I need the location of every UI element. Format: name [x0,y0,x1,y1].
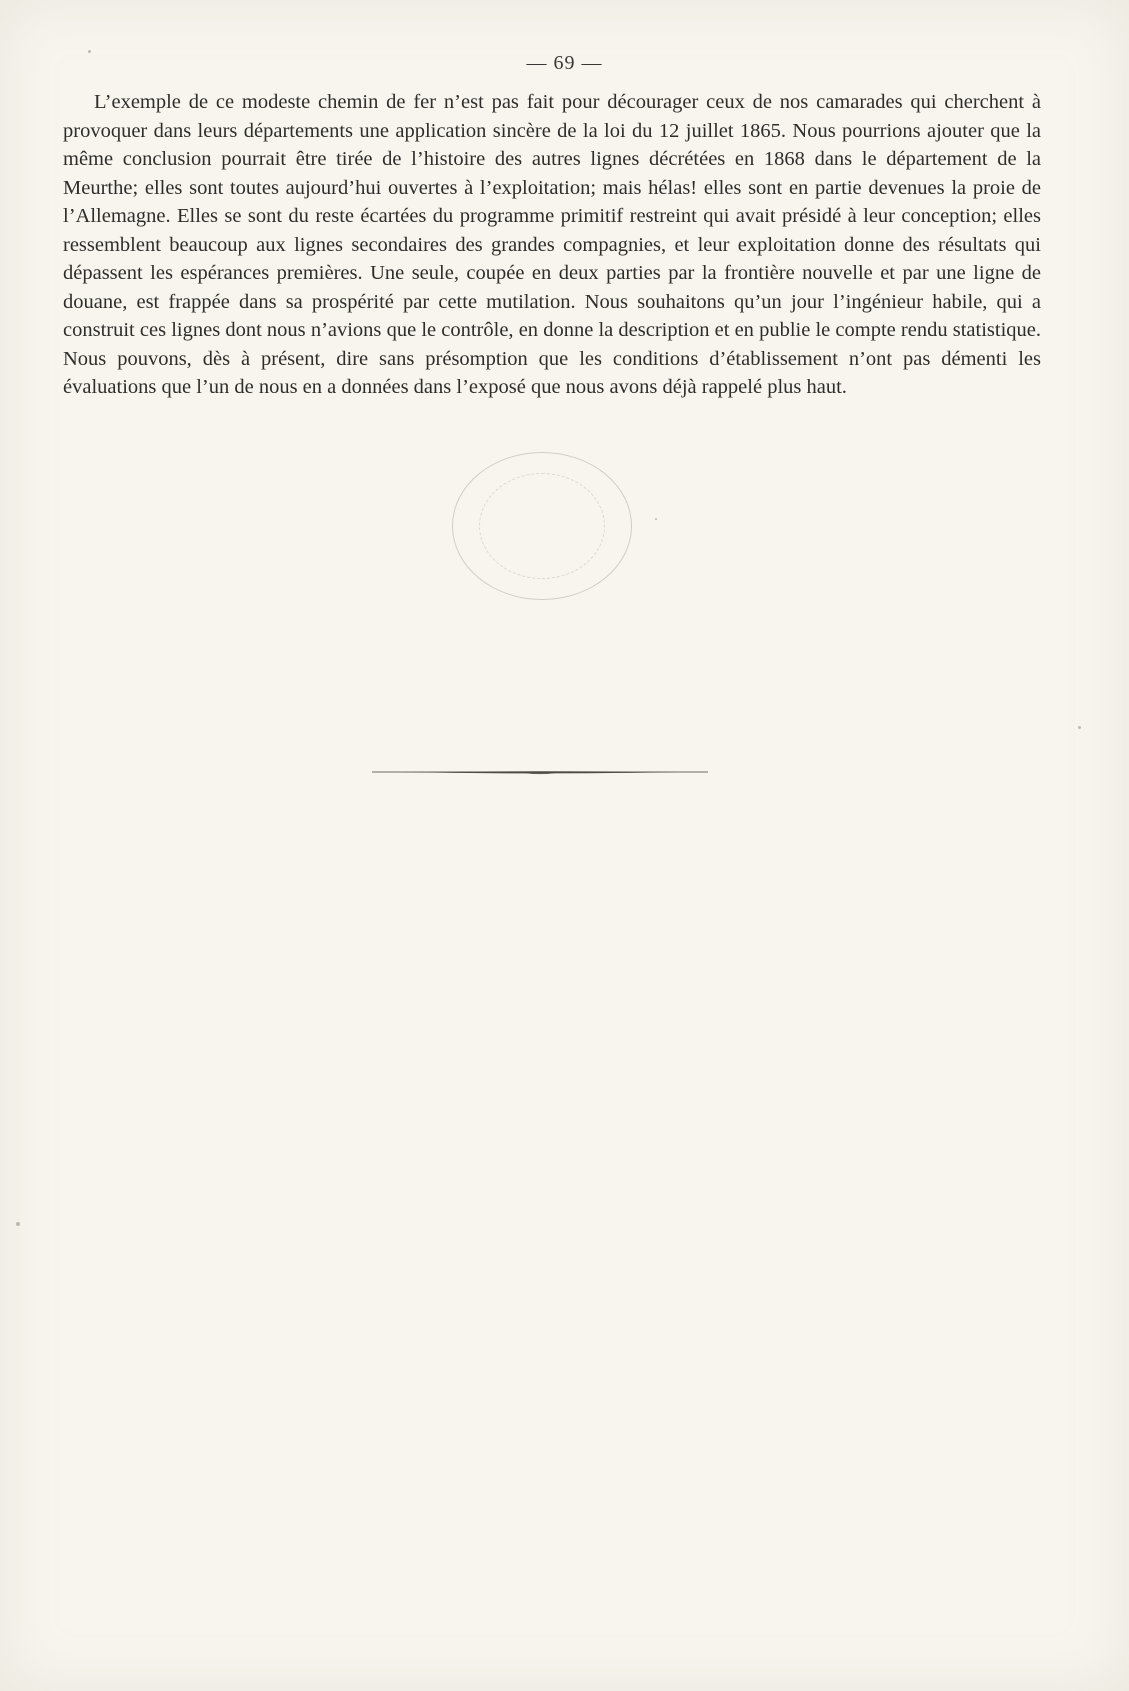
paper-speck [16,1222,20,1226]
library-stamp [452,452,632,600]
paper-speck [655,518,657,520]
paper-speck [1078,726,1081,729]
library-stamp-inner-ring [479,473,605,579]
closing-rule [372,769,708,775]
body-paragraph: L’exemple de ce modeste chemin de fer n’est pas fait pour décourager ceux de nos camarades qui cherchent à provoquer dans leurs départements une application sincère de la loi du 12 juillet 1865. Nous pourrions ajouter que la même conclusion pourrait être tirée de l’histoire des autres lignes décrétées en 1868 dans le département de la Meurthe; elles sont toutes aujourd’hui ouvertes à l’exploitation; mais hélas! elles sont en partie devenues la proie de l’Allemagne. Elles se sont du reste écartées du programme primitif restreint qui avait présidé à leur conception; elles ressemblent beaucoup aux lignes secondaires des grandes compagnies, et leur exploitation donne des résultats qui dépassent les espérances premières. Une seule, coupée en deux parties par la frontière nouvelle et par une ligne de douane, est frappée dans sa prospérité par cette mutilation. Nous souhaitons qu’un jour l’ingénieur habile, qui a construit ces lignes dont nous n’avions que le contrôle, en donne la description et en publie le compte rendu statistique. Nous pouvons, dès à présent, dire sans présomption que les conditions d’établissement n’ont pas démenti les évaluations que l’un de nous en a données dans l’exposé que nous avons déjà rappelé plus haut. [63,91,1041,398]
page-number: — 69 — [526,52,603,74]
